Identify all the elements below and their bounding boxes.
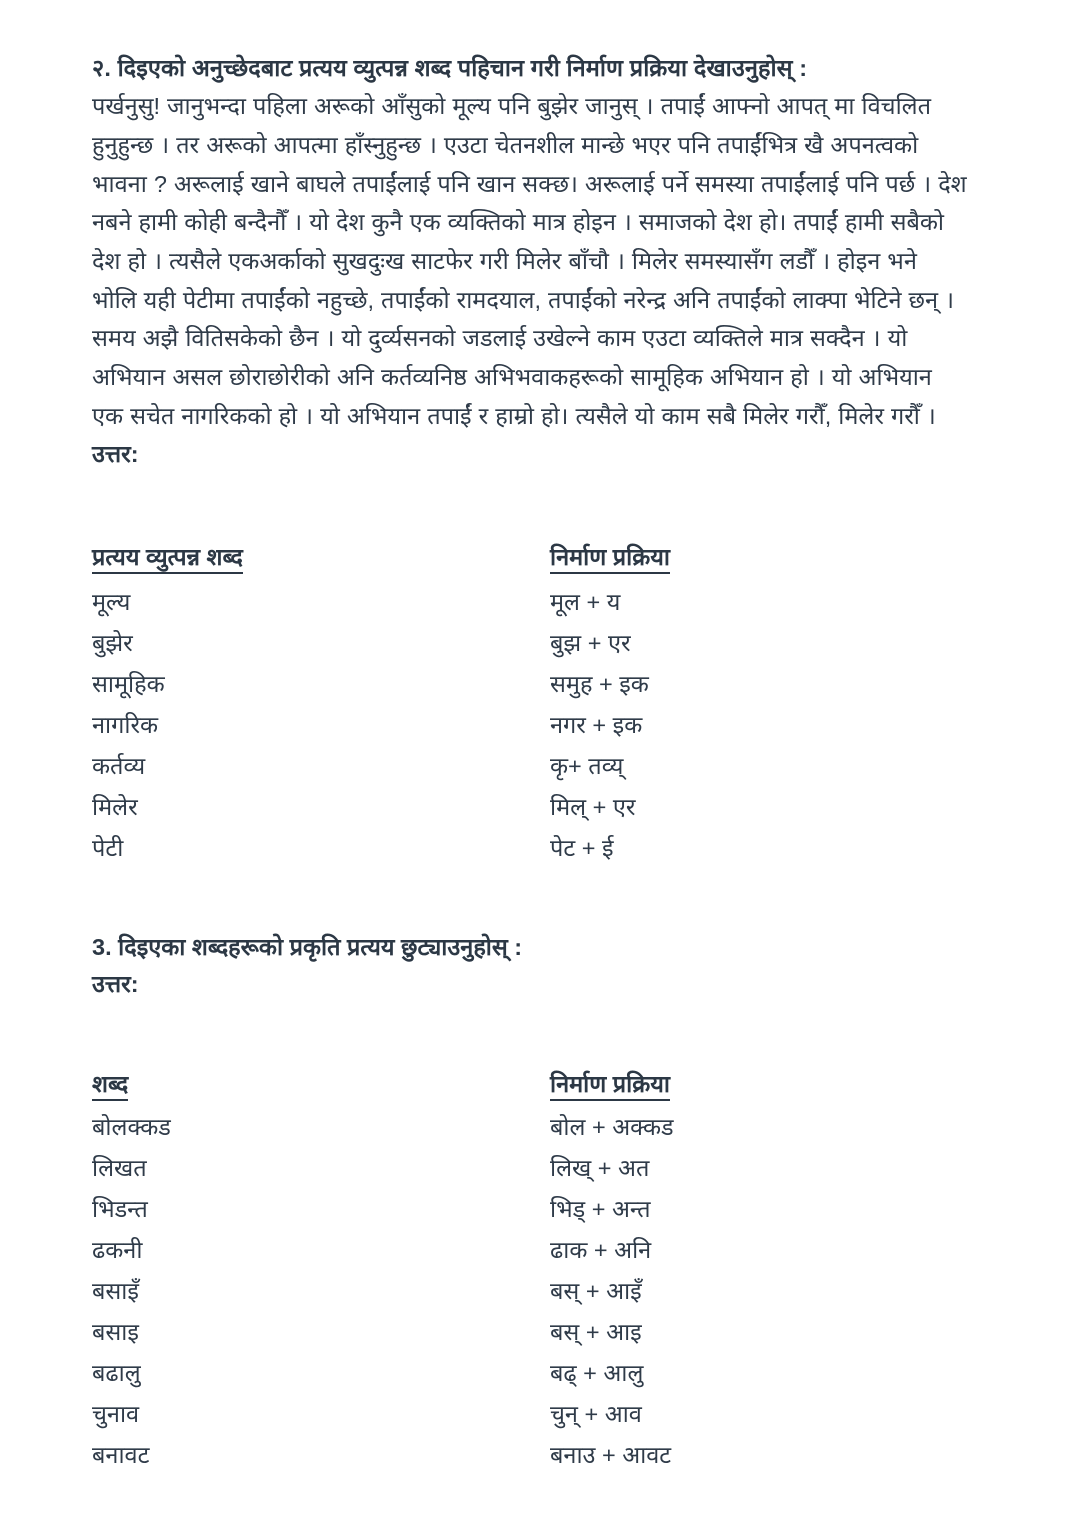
- cell-word: बनावट: [92, 1442, 150, 1469]
- cell-process: बुझ + एर: [550, 630, 631, 657]
- table-row: [92, 746, 1007, 787]
- cell-word: भिडन्त: [92, 1196, 148, 1223]
- cell-process: बस् + आइ: [550, 1319, 642, 1346]
- column-header-formation-process: [550, 543, 1007, 583]
- table-row: [92, 828, 1007, 869]
- column-header-word: [92, 1070, 550, 1108]
- cell-word: बोलक्कड: [92, 1114, 171, 1141]
- cell-word: लिखत: [92, 1155, 147, 1182]
- table-row: [92, 787, 1007, 828]
- cell-process: पेट + ई: [550, 835, 614, 862]
- paragraph-line: हुनुहुन्छ । तर अरूको आपत्मा हाँस्नुहुन्छ । एउटा चेतनशील मान्छे भएर पनि तपाईंभित्र खै अपनत्वको: [92, 132, 919, 159]
- column-header-formation-process: [550, 1070, 1007, 1108]
- table-row: [92, 1148, 1007, 1189]
- cell-word: बढालु: [92, 1360, 141, 1387]
- cell-word: बुझेर: [92, 630, 133, 657]
- cell-word: चुनाव: [92, 1401, 140, 1428]
- section3-answer-table: [92, 1070, 1007, 1477]
- table-row: [92, 1353, 1007, 1394]
- paragraph-line: देश हो । त्यसैले एकअर्काको सुखदुःख साटफेर गरी मिलेर बाँचौ । मिलेर समस्यासँग लडौँ । होइन भने: [92, 247, 917, 274]
- section3-answer-label: उत्तर:: [92, 970, 139, 997]
- column-header-label: निर्माण प्रक्रिया: [550, 543, 670, 575]
- cell-word: बसाइँ: [92, 1278, 139, 1305]
- cell-word: मिलेर: [92, 794, 138, 821]
- paragraph-line: पर्खनुसु! जानुभन्दा पहिला अरूको आँसुको मूल्य पनि बुझेर जानुस् । तपाईं आफ्नो आपत् मा विचलित: [92, 93, 932, 120]
- paragraph-line: एक सचेत नागरिकको हो । यो अभियान तपाईं र हाम्रो हो। त्यसैले यो काम सबै मिलेर गरौँ, मिलेर गरौँ ।: [92, 402, 936, 429]
- section2-paragraph: [92, 87, 1007, 435]
- table-row: [92, 1394, 1007, 1435]
- cell-process: लिख् + अत: [550, 1155, 650, 1182]
- cell-process: चुन् + आव: [550, 1401, 642, 1428]
- table-row: [92, 582, 1007, 623]
- cell-word: मूल्य: [92, 589, 131, 616]
- table-header-row: [92, 1070, 1007, 1108]
- cell-word: बसाइ: [92, 1319, 139, 1346]
- table-row: [92, 1435, 1007, 1476]
- paragraph-line: समय अझै वितिसकेको छैन । यो दुर्व्यसनको जडलाई उखेल्ने काम एउटा व्यक्तिले मात्र सक्दैन । यो: [92, 325, 908, 352]
- cell-process: मूल + य: [550, 589, 621, 616]
- column-header-label: निर्माण प्रक्रिया: [550, 1070, 670, 1102]
- table-row: [92, 1189, 1007, 1230]
- cell-process: बस् + आइँ: [550, 1278, 642, 1305]
- table-row: [92, 705, 1007, 746]
- cell-word: सामूहिक: [92, 671, 165, 698]
- cell-word: ढकनी: [92, 1237, 143, 1264]
- table-header-row: [92, 543, 1007, 583]
- section3-heading: 3. दिइएका शब्दहरूको प्रकृति प्रत्यय छुट्याउनुहोस् :: [92, 934, 523, 961]
- table-row: [92, 1312, 1007, 1353]
- section2-answer-table: [92, 543, 1007, 870]
- paragraph-line: भोलि यही पेटीमा तपाईंको नहुच्छे, तपाईंको रामदयाल, तपाईंको नरेन्द्र अनि तपाईंको लाक्पा भेटिने छन् ।: [92, 286, 955, 313]
- column-header-derived-word: [92, 543, 550, 583]
- table-row: [92, 623, 1007, 664]
- cell-process: समुह + इक: [550, 671, 649, 698]
- column-header-label: प्रत्यय व्युत्पन्न शब्द: [92, 543, 243, 575]
- table-row: [92, 664, 1007, 705]
- paragraph-line: भावना ? अरूलाई खाने बाघले तपाईंलाई पनि खान सक्छ। अरूलाई पर्ने समस्या तपाईंलाई पनि पर्छ । देश: [92, 170, 967, 197]
- table-row: [92, 1271, 1007, 1312]
- section2-answer-label: उत्तर:: [92, 441, 139, 468]
- cell-process: बनाउ + आवट: [550, 1442, 672, 1469]
- cell-process: मिल् + एर: [550, 794, 636, 821]
- cell-word: कर्तव्य: [92, 753, 146, 780]
- cell-word: पेटी: [92, 835, 124, 862]
- cell-word: नागरिक: [92, 712, 159, 739]
- cell-process: बोल + अक्कड: [550, 1114, 674, 1141]
- cell-process: कृ+ तव्य्: [550, 753, 624, 780]
- section2-heading: २. दिइएको अनुच्छेदबाट प्रत्यय व्युत्पन्न शब्द पहिचान गरी निर्माण प्रक्रिया देखाउनुहोस् :: [92, 55, 808, 81]
- column-header-label: शब्द: [92, 1070, 128, 1102]
- table-row: [92, 1230, 1007, 1271]
- cell-process: बढ् + आलु: [550, 1360, 644, 1387]
- paragraph-line: नबने हामी कोही बन्दैनौँ । यो देश कुनै एक व्यक्तिको मात्र होइन । समाजको देश हो। तपाईं हामी सबैको: [92, 209, 945, 236]
- paragraph-line: अभियान असल छोराछोरीको अनि कर्तव्यनिष्ठ अभिभवाकहरूको सामूहिक अभियान हो । यो अभियान: [92, 363, 932, 390]
- cell-process: ढाक + अनि: [550, 1237, 652, 1264]
- cell-process: नगर + इक: [550, 712, 643, 739]
- cell-process: भिड् + अन्त: [550, 1196, 651, 1223]
- table-row: [92, 1107, 1007, 1148]
